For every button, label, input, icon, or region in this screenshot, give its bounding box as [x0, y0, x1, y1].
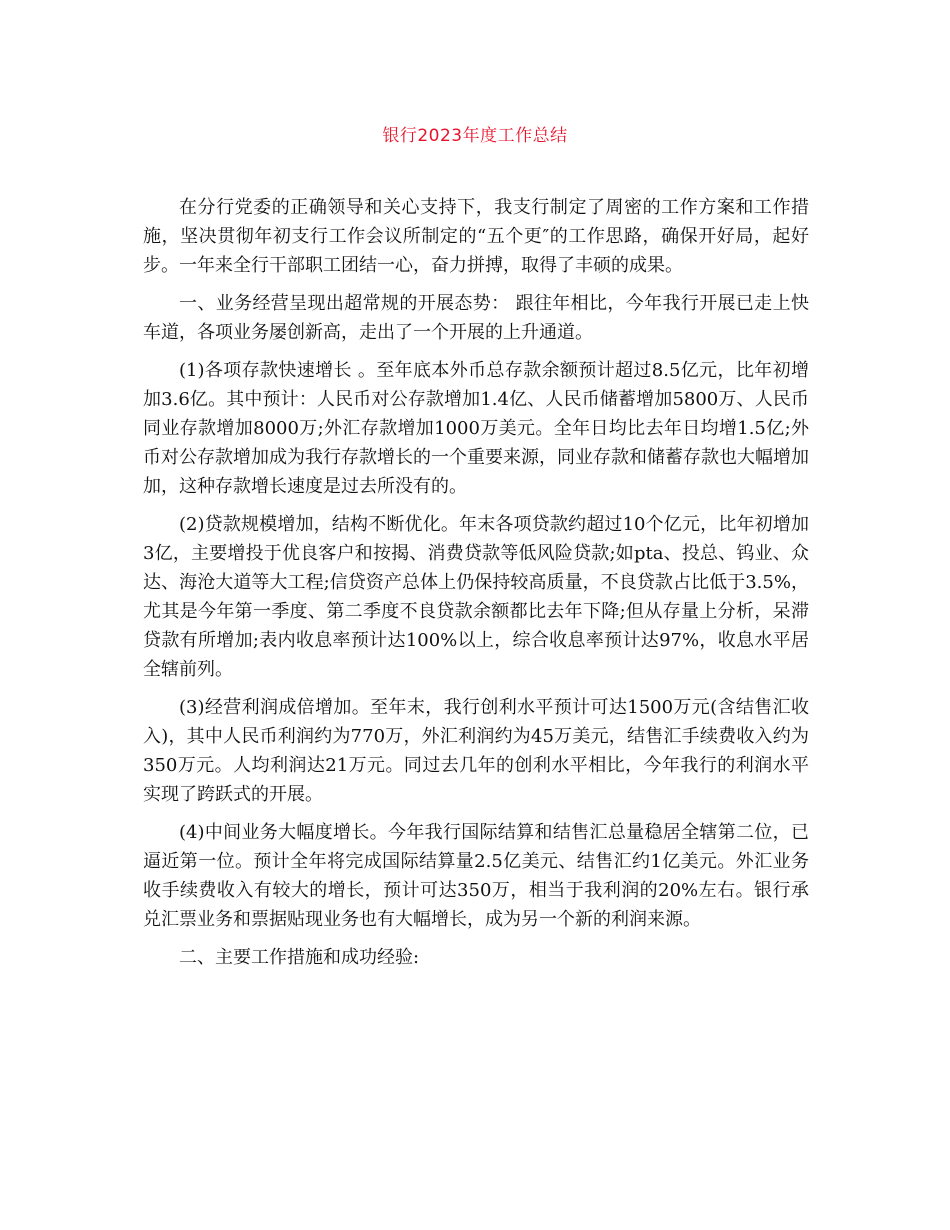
paragraph-deposits: (1)各项存款快速增长 。至年底本外币总存款余额预计超过8.5亿元，比年初增加3.6亿。其中预计：人民币对公存款增加1.4亿、人民币储蓄增加5800万、人民币同业存款增加8000万;外汇存款增加1000万美元。全年日均比去年日均增1.5亿;外币对公存款增加成为我行存款增长的一个重要来源，同业存款和储蓄存款也大幅增加加，这种存款增长速度是过去所没有的。 — [143, 360, 809, 497]
paragraph-profit: (3)经营利润成倍增加。至年末，我行创利水平预计可达1500万元(含结售汇收入)，其中人民币利润约为770万，外汇利润约为45万美元，结售汇手续费收入约为350万元。人均利润达21万元。同过去几年的创利水平相比，今年我行的利润水平实现了跨跃式的开展。 — [143, 697, 809, 805]
document-body — [143, 193, 809, 972]
paragraph-intermediate-business: (4)中间业务大幅度增长。今年我行国际结算和结售汇总量稳居全辖第二位，已逼近第一位。预计全年将完成国际结算量2.5亿美元、结售汇约1亿美元。外汇业务收手续费收入有较大的增长，预计可达350万，相当于我利润的20%左右。银行承兑汇票业务和票据贴现业务也有大幅增长，成为另一个新的利润来源。 — [143, 822, 809, 930]
document-title: 银行2023年度工作总结 — [382, 126, 568, 146]
paragraph-loans: (2)贷款规模增加，结构不断优化。年末各项贷款约超过10个亿元，比年初增加3亿，主要增投于优良客户和按揭、消费贷款等低风险贷款;如pta、投总、钨业、众达、海沧大道等大工程;信贷资产总体上仍保持较高质量，不良贷款占比低于3.5%，尤其是今年第一季度、第二季度不良贷款余额都比去年下降;但从存量上分析，呆滞贷款有所增加;表内收息率预计达100%以上，综合收息率预计达97%，收息水平居全辖前列。 — [143, 514, 809, 680]
paragraph-section-one-heading: 一、业务经营呈现出超常规的开展态势： 跟往年相比，今年我行开展已走上快车道，各项业务屡创新高，走出了一个开展的上升通道。 — [143, 293, 809, 343]
paragraph-intro: 在分行党委的正确领导和关心支持下，我支行制定了周密的工作方案和工作措施，坚决贯彻年初支行工作会议所制定的“五个更″的工作思路，确保开好局，起好步。一年来全行干部职工团结一心，奋力拼搏，取得了丰硕的成果。 — [143, 197, 809, 276]
paragraph-section-two-heading: 二、主要工作措施和成功经验: — [179, 947, 420, 968]
